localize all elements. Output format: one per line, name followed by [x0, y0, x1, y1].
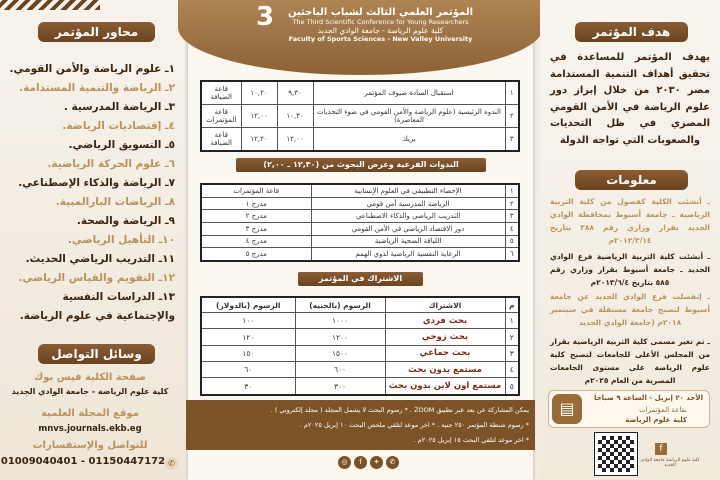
- journal-label: موقع المجلة العلمية: [41, 408, 139, 419]
- table-cell-topic: اللياقة الصحية الرياضية: [311, 235, 505, 248]
- axis-item: ٩ـ الرياضة والصحة.: [76, 215, 175, 227]
- column-header: الاشتراك: [385, 297, 505, 313]
- info-title: معلومات: [575, 170, 688, 190]
- table-cell-type: مستمع بدون بحث: [385, 362, 505, 378]
- table-row: [201, 329, 519, 345]
- table-row: [201, 81, 519, 105]
- table-cell-item: بريك: [313, 127, 505, 151]
- notes-box: [186, 400, 535, 450]
- axes-title: محاور المؤتمر: [38, 22, 155, 42]
- faculty-en: Faculty of Sports Sciences - New Valley University: [288, 35, 473, 43]
- journal-url[interactable]: mnvs.journals.ekb.eg: [38, 424, 142, 434]
- sessions-title: الندوات الفرعية وعرض البحوث من (١٢,٣٠ ـ ٢,٠٠): [236, 158, 486, 172]
- info-paragraph: ـ أنشئت كلية التربية الرياضية فرع الوادي الجديد ـ جامعة أسيوط بقرار وزاري رقم ٥٨٥ بتاريخ ٢٠١٣/٦/٤م: [550, 252, 710, 287]
- column-header: م: [505, 297, 519, 313]
- table-cell-n: ٤: [505, 362, 519, 378]
- table-cell-place: مدرج ٥: [201, 248, 311, 261]
- schedule-table: [200, 80, 520, 152]
- table-cell-place: مدرج ١: [201, 197, 311, 210]
- table-cell-n: ٦: [505, 248, 519, 261]
- event-venue: بقاعة المؤتمرات: [639, 406, 687, 414]
- axis-item: ١٠ـ التأهيل الرياضي.: [67, 234, 175, 246]
- axis-item: ١٣ـ الدراسات النفسية: [62, 291, 175, 303]
- calendar-icon: ▤: [552, 394, 582, 424]
- table-cell-type: بحث جماعي: [385, 345, 505, 361]
- whatsapp-icon[interactable]: ✆: [386, 456, 399, 469]
- table-cell-topic: التدريب الرياضي والذكاء الاصطناعي: [311, 210, 505, 223]
- table-cell-egp: ١٥٠٠: [295, 345, 385, 361]
- facebook-page-name[interactable]: كلية علوم الرياضة - جامعة الوادي الجديد: [11, 387, 169, 396]
- table-cell-n: ٣: [505, 210, 519, 223]
- axis-item: ٢ـ الرياضة والتنمية المستدامة.: [19, 82, 175, 94]
- conference-header: [178, 0, 543, 75]
- table-cell-egp: ٦٠٠: [295, 362, 385, 378]
- conference-title-en: The Third Scientific Conference for Young Researchers: [292, 18, 469, 26]
- facebook-caption: كلية علوم الرياضة جامعة الوادي الجديد: [640, 458, 700, 468]
- goal-title: هدف المؤتمر: [575, 22, 688, 42]
- table-row: [201, 313, 519, 329]
- facebook-icon: f: [655, 443, 667, 455]
- table-cell-topic: دور الاقتصاد الرياضي في الأمن القومي: [311, 222, 505, 235]
- decorative-stripes: [0, 0, 100, 10]
- axis-item: ١ـ علوم الرياضة والأمن القومي.: [9, 63, 175, 75]
- table-cell-from: ٩,٣٠: [277, 81, 313, 105]
- table-cell-topic: الرعاية النفسية الرياضية لذوي الهمم: [311, 248, 505, 261]
- table-row: [201, 127, 519, 151]
- event-date: الأحد ٢٠ إبريل - الساعة ٩ صباحا: [593, 394, 703, 402]
- table-cell-usd: ١٠٠: [201, 313, 295, 329]
- fees-table: [200, 296, 520, 396]
- table-row: [201, 248, 519, 261]
- table-row: [201, 184, 519, 197]
- table-cell-n: ١: [505, 313, 519, 329]
- table-cell-topic: الرياضة المدرسية أمن قومي: [311, 197, 505, 210]
- contact-title: وسائل التواصل: [38, 344, 155, 364]
- table-cell-place: مدرج ٣: [201, 222, 311, 235]
- table-cell-from: ١٠,٣٠: [277, 105, 313, 128]
- table-cell-place: قاعة الضيافة: [201, 127, 241, 151]
- event-date-box: [548, 390, 710, 428]
- axis-item: ٧ـ الرياضة والذكاء الإصطناعي.: [18, 177, 175, 189]
- table-cell-usd: ١٥٠: [201, 345, 295, 361]
- table-cell-n: ٥: [505, 235, 519, 248]
- axis-item: ١١ـ التدريب الرياضي الحديث.: [25, 253, 175, 265]
- qr-code[interactable]: [595, 433, 637, 475]
- axis-item: ٦ـ علوم الحركة الرياضية.: [47, 158, 175, 170]
- table-row: [201, 362, 519, 378]
- table-cell-n: ٢: [505, 329, 519, 345]
- table-cell-from: ١٢,٠٠: [277, 127, 313, 151]
- table-cell-n: ١: [505, 81, 519, 105]
- table-cell-topic: الإحصاء التطبيقي في العلوم الإنسانية: [311, 184, 505, 197]
- instagram-icon[interactable]: ◎: [338, 456, 351, 469]
- fees-title: الاشتراك في المؤتمر: [298, 272, 423, 286]
- table-cell-egp: ١٠٠٠: [295, 313, 385, 329]
- table-row: [201, 105, 519, 128]
- table-cell-usd: ١٢٠: [201, 329, 295, 345]
- facebook-icon[interactable]: f: [354, 456, 367, 469]
- axis-item: ٥ـ التسويق الرياضي.: [68, 139, 175, 151]
- table-row: [201, 345, 519, 361]
- table-cell-item: الندوة الرئيسية (علوم الرياضة والأمن القومي في ضوء التحديات المعاصرة): [313, 105, 505, 128]
- phone-numbers[interactable]: 01009040401 - 01150447172: [0, 456, 166, 467]
- table-cell-type: مستمع اون لاين بدون بحث: [385, 378, 505, 395]
- note-line: يمكن المشاركة عن بعد عبر تطبيق ZOOM . * رسوم البحث لا يشمل المجلد ( مجلد إلكتروني ) .: [270, 406, 529, 414]
- note-line: * رسوم شنطة المؤتمر ٢٥٠ جنيه . * اخر موعد لتلقي ملخص البحث ١٠ إبريل ٢٠٢٥م .: [299, 421, 529, 429]
- table-cell-n: ٢: [505, 197, 519, 210]
- axis-item: ٣ـ الرياضة المدرسية .: [63, 101, 175, 113]
- table-cell-n: ٣: [505, 345, 519, 361]
- note-line: * اخر موعد لتلقي البحث ١٥ إبريل ٢٠٢٥م .: [413, 436, 529, 444]
- table-cell-to: ١٠,٢٠: [241, 81, 277, 105]
- conference-title-ar: المؤتمر العلمي الثالث لشباب الباحثين: [287, 7, 474, 18]
- program-panel: [188, 0, 533, 480]
- twitter-icon[interactable]: ✦: [370, 456, 383, 469]
- table-cell-n: ٣: [505, 127, 519, 151]
- column-header: الرسوم (بالجنيه): [295, 297, 385, 313]
- table-cell-egp: ١٢٠٠: [295, 329, 385, 345]
- table-cell-n: ٢: [505, 105, 519, 128]
- table-cell-to: ١٢,٢٠: [241, 127, 277, 151]
- table-cell-place: قاعة الضيافة: [201, 81, 241, 105]
- inquiry-label: للتواصل والإستفسارات: [32, 440, 148, 451]
- info-paragraph: ـ أنشئت الكلية كفصول من كلية التربية الرياضية ـ جامعة أسيوط بمحافظة الوادي الجديد بقرار وزاري رقم ٣٨٨ بتاريخ ٢٠١٢/٣/١٤م: [550, 197, 710, 245]
- table-row: [201, 235, 519, 248]
- info-paragraph: ـ تم تغير مسمى كلية التربية الرياضية بقرار من المجلس الأعلى للجامعات لتصبح كلية علوم الرياضة على مستوى الجامعات المصرية من العام ٢٠٢٥م: [550, 337, 710, 385]
- table-cell-place: قاعة المؤتمرات: [201, 105, 241, 128]
- facebook-label: صفحة الكلية فيس بوك: [34, 372, 146, 383]
- goals-info-panel: [540, 0, 720, 480]
- column-header: الرسوم (بالدولار): [201, 297, 295, 313]
- table-cell-egp: ٣٠٠: [295, 378, 385, 395]
- info-paragraph: ـ إنفصلت فرع الوادي الجديد عن جامعة أسيوط لتصبح جامعة مستقلة في سبتمبر ٢٠١٨م (جامعة الوادي الجديد: [550, 292, 710, 327]
- goal-text: يهدف المؤتمر للمساعدة في تحقيق أهداف التنمية المستدامة مصر ٢٠٣٠ من خلال إبراز دور علوم الرياضة في الأمن القومي المصري في ظل التحديات والصعوبات التي تواجه الدولة: [550, 52, 710, 146]
- table-row: [201, 197, 519, 210]
- sessions-table: [200, 183, 520, 262]
- table-cell-type: بحث زوجي: [385, 329, 505, 345]
- axis-item: ٨ـ الرياضات البارالمبية.: [55, 196, 175, 208]
- conference-number: 3: [256, 2, 275, 32]
- table-cell-usd: ٣٠: [201, 378, 295, 395]
- faculty-ar: كلية علوم الرياضة - جامعة الوادي الجديد: [317, 26, 444, 35]
- table-cell-usd: ٦٠: [201, 362, 295, 378]
- table-cell-place: مدرج ٤: [201, 235, 311, 248]
- table-cell-type: بحث فردي: [385, 313, 505, 329]
- axis-item: ١٢ـ التقويم والقياس الرياضي.: [18, 272, 175, 284]
- table-cell-place: قاعة المؤتمرات: [201, 184, 311, 197]
- table-row: [201, 222, 519, 235]
- event-faculty: كلية علوم الرياضة: [625, 416, 687, 424]
- table-row: [201, 210, 519, 223]
- phone-icon: ✆: [165, 457, 178, 470]
- table-cell-n: ٥: [505, 378, 519, 395]
- conference-axes-panel: [0, 0, 185, 480]
- table-cell-item: استقبال السادة ضيوف المؤتمر: [313, 81, 505, 105]
- table-cell-n: ٤: [505, 222, 519, 235]
- axis-item: ٤ـ إقتصاديات الرياضة.: [62, 120, 175, 132]
- axis-item: والإجتماعية في علوم الرياضة.: [19, 310, 175, 322]
- table-cell-n: ١: [505, 184, 519, 197]
- table-header-row: [201, 297, 519, 313]
- table-cell-to: ١٢,٠٠: [241, 105, 277, 128]
- table-row: [201, 378, 519, 395]
- table-cell-place: مدرج ٢: [201, 210, 311, 223]
